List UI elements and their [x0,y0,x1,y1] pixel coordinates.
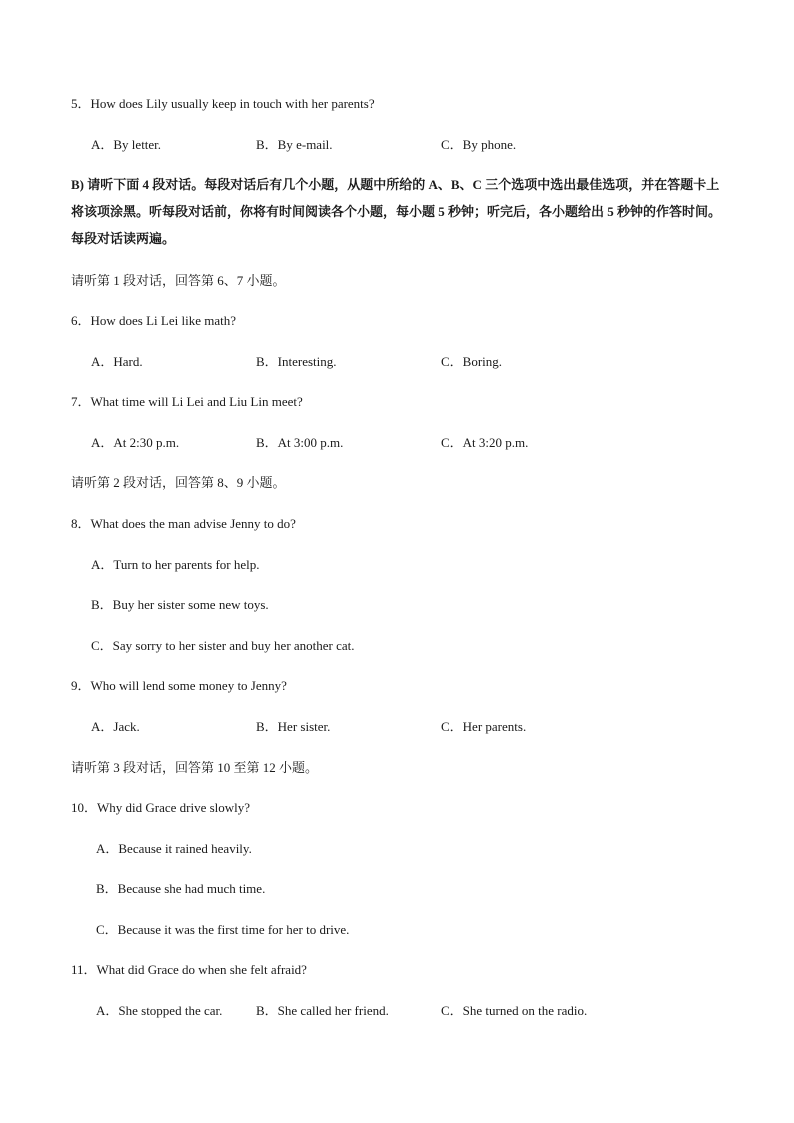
q6-option-a: A．Hard. [91,354,143,369]
q8-option-b: B．Buy her sister some new toys. [91,597,269,612]
q5-option-b: B．By e-mail. [256,137,333,152]
question-5: 5．How does Lily usually keep in touch with her parents? [71,96,375,111]
question-9: 9．Who will lend some money to Jenny? [71,678,287,693]
q8-option-c: C．Say sorry to her sister and buy her another cat. [91,638,355,653]
q10-option-a: A．Because it rained heavily. [96,841,252,856]
q7-option-a: A．At 2:30 p.m. [91,435,180,450]
q5-option-c: C．By phone. [441,137,517,152]
q10-option-c: C．Because it was the first time for her to drive. [96,922,350,937]
dialogue-3-heading: 请听第 3 段对话，回答第 10 至第 12 小题。 [71,760,319,775]
q6-option-c: C．Boring. [441,354,503,369]
q7-option-c: C．At 3:20 p.m. [441,435,529,450]
q5-option-a: A．By letter. [91,137,162,152]
dialogue-2-heading: 请听第 2 段对话，回答第 8、9 小题。 [71,475,286,490]
q8-option-a: A．Turn to her parents for help. [91,557,260,572]
q9-option-b: B．Her sister. [256,719,331,734]
question-8: 8．What does the man advise Jenny to do? [71,516,296,531]
q11-option-c: C．She turned on the radio. [441,1003,588,1018]
q10-option-b: B．Because she had much time. [96,881,266,896]
question-10: 10．Why did Grace drive slowly? [71,800,251,815]
q7-option-b: B．At 3:00 p.m. [256,435,344,450]
q11-option-b: B．She called her friend. [256,1003,389,1018]
q6-option-b: B．Interesting. [256,354,337,369]
question-6: 6．How does Li Lei like math? [71,313,236,328]
question-7: 7．What time will Li Lei and Liu Lin meet? [71,394,303,409]
q9-option-c: C．Her parents. [441,719,527,734]
dialogue-1-heading: 请听第 1 段对话，回答第 6、7 小题。 [71,273,286,288]
q9-option-a: A．Jack. [91,719,140,734]
section-b-instructions: B) 请听下面 4 段对话。每段对话后有几个小题，从题中所给的 A、B、C 三个选项中选出最佳选项，并在答题卡上将该项涂黑。听每段对话前，你将有时间阅读各个小题，每小题 5 秒钟；听完后，各小题给出 5 秒钟的作答时间。每段对话读两遍。 [71,177,722,246]
q11-option-a: A．She stopped the car. [96,1003,223,1018]
question-11: 11．What did Grace do when she felt afraid? [71,962,307,977]
